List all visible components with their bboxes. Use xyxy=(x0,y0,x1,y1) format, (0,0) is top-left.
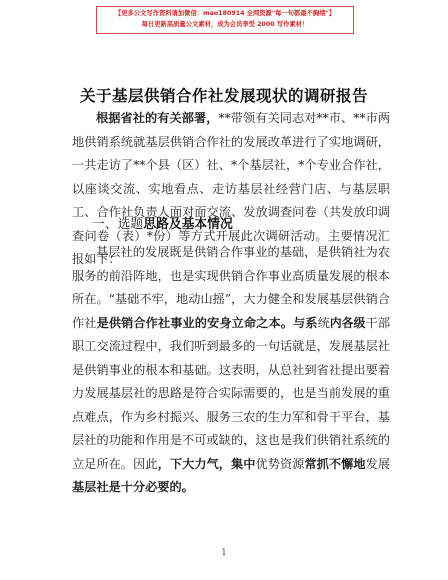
paragraph-intro-body: **带领有关同志对**市、**市两地供销系统就基层供销合作社的发展改革进行了实地调研，一共走访了**个县（区）社、*个基层社，*个专业合作社，以座谈交流、实地看点、走访基层社经营门店、与基层职工、合作社负责人面对面交流、发放调查问卷（共发放印调查问卷（表）*份）等方式开展此次调研活动。主要情况汇报如下： xyxy=(72,111,391,266)
document-title: 关于基层供销合作社发展现状的调研报告 xyxy=(79,87,368,105)
promo-banner xyxy=(96,6,354,34)
paragraph-background-bold-4: 常抓不懈地 xyxy=(304,456,366,471)
section-heading-prefix: 一、选题 xyxy=(92,217,144,232)
paragraph-background-mid-4: 发展 xyxy=(365,456,391,471)
paragraph-background xyxy=(72,241,390,500)
paragraph-intro-lead: 根据省社的有关部署， xyxy=(96,111,219,125)
section-heading-bold: 思路及基本情况 xyxy=(143,217,233,232)
paragraph-background-bold-2: 内各级 xyxy=(329,315,366,330)
paragraph-background-mid-2: 干部职工交流过程中，我们听到最多的一句话就是，发展基层社是供销事业的根本和基础。这表明，从总社到省社提出要着力发展基层社的思路是符合实际需要的，也是当前发展的重点难点，作为乡村振兴、服务三农的生力军和骨干平台，基层社的功能和作用是不可或缺的，这也是我们供销社系统的立足所在。因此 xyxy=(72,315,391,471)
paragraph-background-bold-1: 是供销合作社事业的安身立命之本。与系 xyxy=(96,315,318,330)
paragraph-background-bold-5: 基层社是十分必要的。 xyxy=(72,480,194,494)
paragraph-background-a: 基层社的发展既是供销合作事业的基础，是供销社为农服务的前沿阵地，也是实现供销合作事业高质量发展的根本所在。“基础不牢，地动山摇”，大力健全和发展基层供销合作社 xyxy=(72,245,390,330)
paragraph-background-mid-1: 统 xyxy=(317,315,330,330)
paragraph-background-bold-3: ，下大力气，集中 xyxy=(157,456,256,471)
section-heading xyxy=(92,213,233,232)
promo-banner-line-1: 【更多公文写作资料请加微信：mao180914 全网资源"每一句都最不胸绪"】 xyxy=(114,10,336,17)
paragraph-background-mid-3: 优势资源 xyxy=(255,456,305,471)
promo-banner-line-2: 每日更新高质量公文素材，成为会员享受 2000 写作素材！ xyxy=(141,21,309,28)
page-number: 1 xyxy=(221,548,227,558)
